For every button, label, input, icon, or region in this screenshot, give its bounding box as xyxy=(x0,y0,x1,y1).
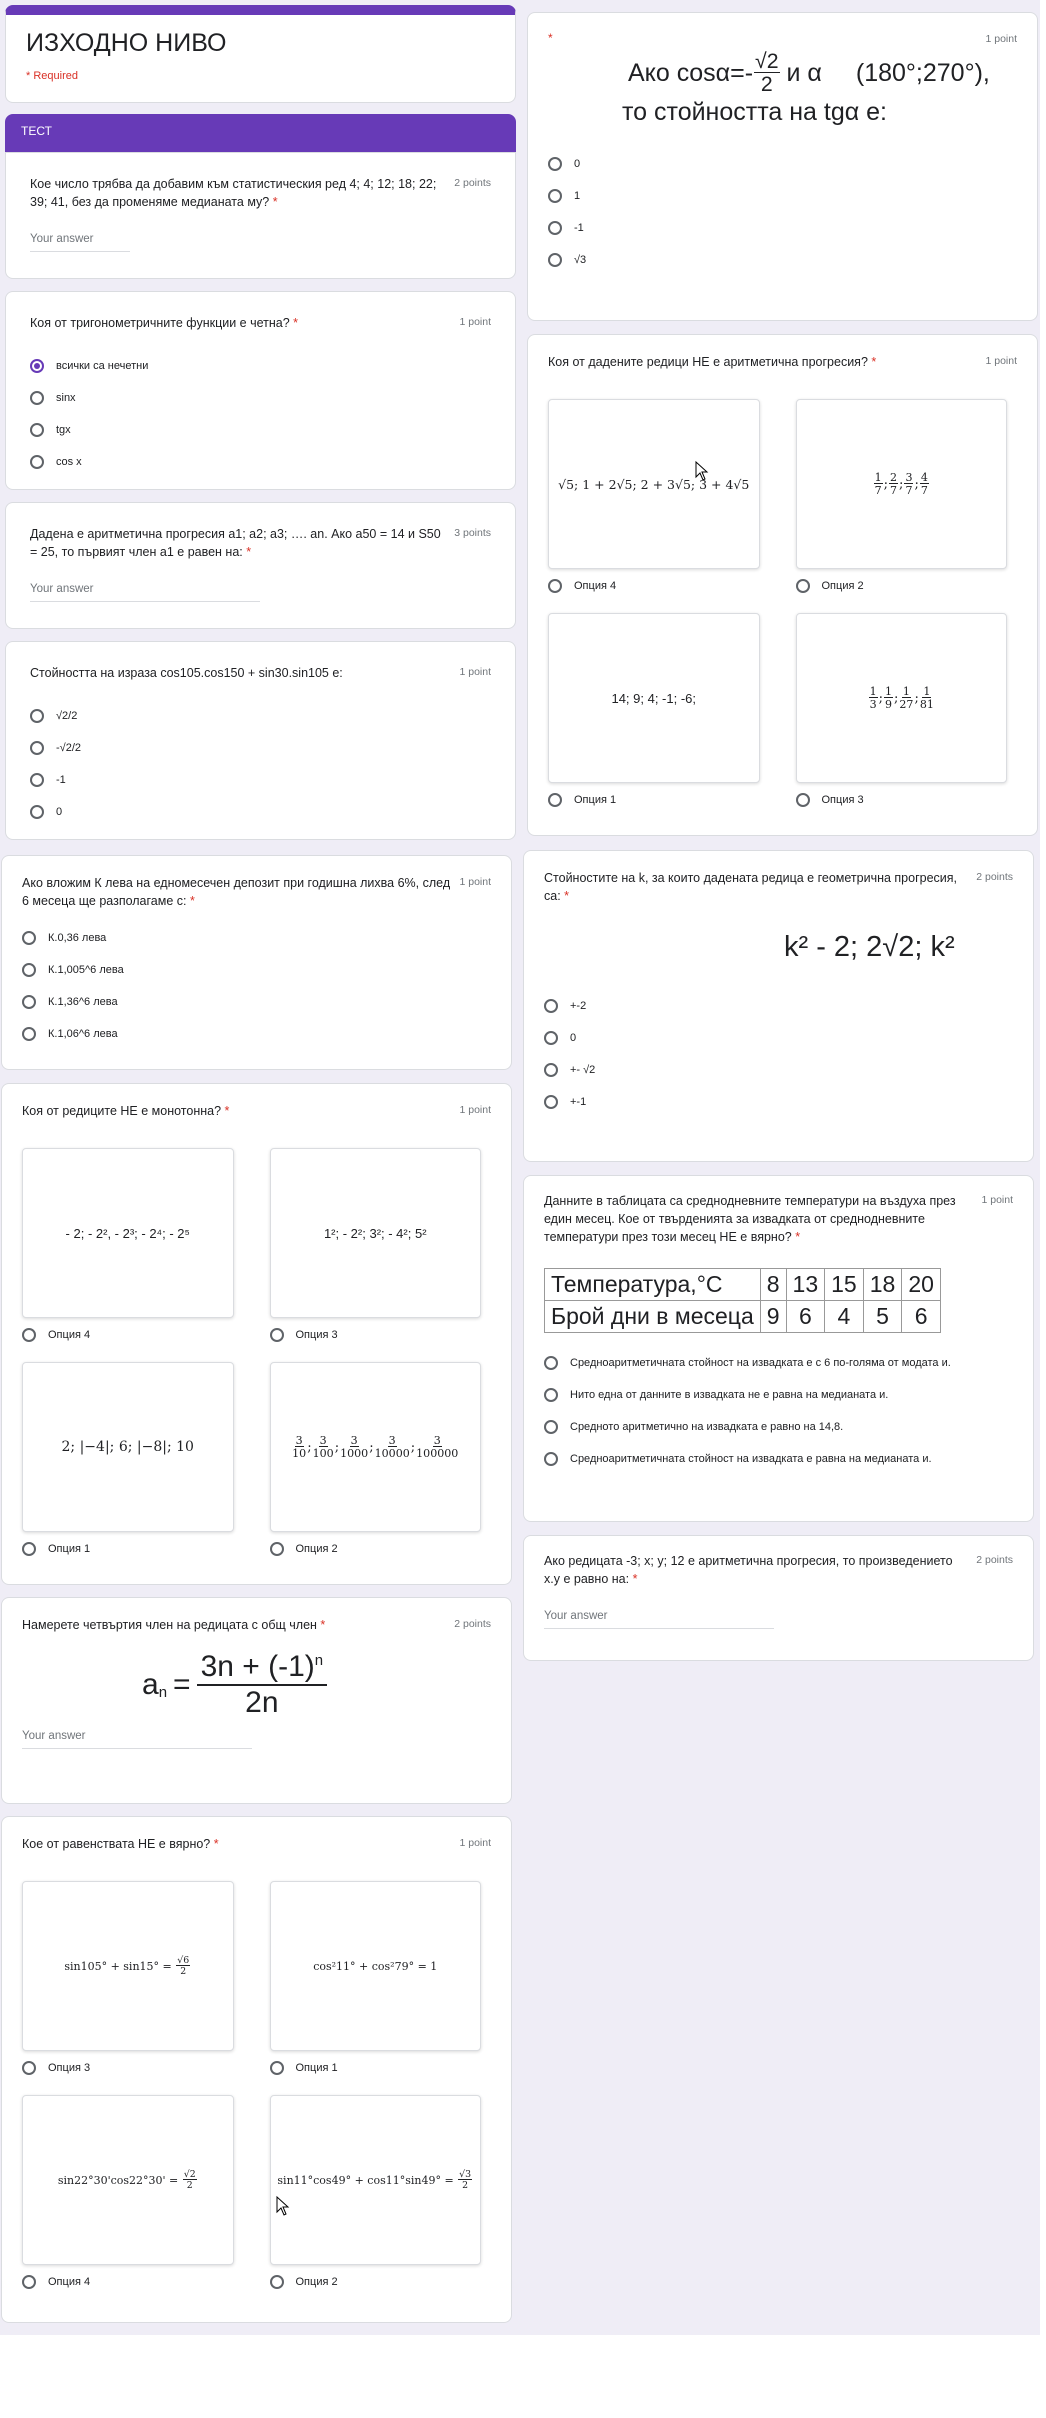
answer-input[interactable]: Your answer xyxy=(544,1610,774,1629)
question-text: Кое от равенствата НЕ е вярно? xyxy=(22,1837,211,1851)
question-card-4 xyxy=(5,641,516,840)
radio-option[interactable]: √3 xyxy=(548,244,1017,276)
question-card-10: Коя от дадените редици НЕ е аритметична прогресия? * 1 point √5; 1 + 2√5; 2 + 3√5; 3 + 4√5 Опция 4 $\frac{1}{7}$ ; $\frac{2}{7}$ ; $\frac{3}{7}$ ; $\frac{4}{7}$ Опция 2 14; 9; 4; -1; -6; Опция 1 $\frac{1}{3}$ ; $\frac{1}{9}$ ; $\frac{1}{27}$ ; $\frac{1}{81}$ Опция 3 xyxy=(527,334,1038,836)
radio-icon[interactable] xyxy=(30,709,44,723)
radio-icon[interactable] xyxy=(544,1063,558,1077)
question-card-1: Кое число трябва да добавим към статистическия ред 4; 4; 12; 18; 22; 39; 41, без да променяме медианата му? * 2 points Your answer xyxy=(5,152,516,279)
radio-icon[interactable] xyxy=(22,1027,36,1041)
radio-option[interactable]: +-2 xyxy=(544,990,1013,1022)
radio-icon[interactable] xyxy=(22,931,36,945)
radio-icon[interactable] xyxy=(544,1031,558,1045)
question-text: Стойността на израза cos105.cos150 + sin30.sin105 е: xyxy=(30,666,343,680)
radio-option[interactable]: +- √2 xyxy=(544,1054,1013,1086)
radio-icon[interactable] xyxy=(30,455,44,469)
radio-icon[interactable] xyxy=(30,741,44,755)
option-image[interactable]: $\frac{1}{7}$ ; $\frac{2}{7}$ ; $\frac{3}{7}$ ; $\frac{4}{7}$ xyxy=(796,399,1008,569)
points-label: 1 point xyxy=(985,33,1017,45)
question-card-6: Коя от редиците НЕ е монотонна? * 1 point - 2; - 2², - 2³; - 2⁴; - 2⁵ Опция 4 1²; - 2²; 3²; - 4²; 5² Опция 3 2; |−4|; 6; |−8|; 10 Опция 1 $\frac{3}{10}$ ; $\frac{3}{100}$ ; $\frac{3}{1000}$ ; $\frac{3}{10000}$ ; $\frac{3}{100000}$ Опция 2 xyxy=(1,1083,512,1585)
question-text: Дадена е аритметична прогресия a1; a2; a3; …. an. Ако a50 = 14 и S50 = 25, то първият член a1 е равен на: xyxy=(30,527,441,559)
points-label: 1 point xyxy=(459,876,491,888)
question-card-2: Коя от тригонометричните функции е четна? * 1 point всички са нечетни sinx tgx cos x xyxy=(5,291,516,490)
option-image[interactable]: 2; |−4|; 6; |−8|; 10 xyxy=(22,1362,234,1532)
image-option[interactable]: sin11°cos49° + cos11°sin49° = $\frac{√3}{2}$ Опция 2 xyxy=(270,2095,482,2289)
question-text: Коя от тригонометричните функции е четна? xyxy=(30,316,290,330)
radio-icon[interactable] xyxy=(544,1452,558,1466)
option-image[interactable]: sin11°cos49° + cos11°sin49° = $\frac{√3}{2}$ xyxy=(270,2095,482,2265)
radio-option[interactable]: Средноаритметичната стойност на извадката е с 6 по-голяма от модата и. xyxy=(544,1347,1013,1379)
points-label: 1 point xyxy=(985,355,1017,367)
image-option[interactable]: sin22°30'cos22°30' = $\frac{√2}{2}$ Опция 4 xyxy=(22,2095,234,2289)
radio-icon[interactable] xyxy=(22,2275,36,2289)
radio-option[interactable]: К.0,36 лева xyxy=(22,922,491,954)
radio-option[interactable]: √2/2 xyxy=(30,700,491,732)
question-card-8: Кое от равенствата НЕ е вярно? * 1 point sin105° + sin15° = $\frac{√6}{2}$ Опция 3 cos²11° + cos²79° = 1 Опция 1 sin22°30'cos22°30' = $\frac{√2}{2}$ Опция 4 sin11°cos49° + cos11°sin49° = $\frac{√3}{2}$ Опция 2 xyxy=(1,1816,512,2323)
option-image[interactable]: 14; 9; 4; -1; -6; xyxy=(548,613,760,783)
form-title: ИЗХОДНО НИВО xyxy=(26,29,227,57)
image-option[interactable]: $\frac{3}{10}$ ; $\frac{3}{100}$ ; $\frac{3}{1000}$ ; $\frac{3}{10000}$ ; $\frac{3}{100000}$ Опция 2 xyxy=(270,1362,482,1556)
option-image[interactable]: sin105° + sin15° = $\frac{√6}{2}$ xyxy=(22,1881,234,2051)
answer-input[interactable]: Your answer xyxy=(30,233,130,252)
radio-option[interactable]: sinx xyxy=(30,382,491,414)
radio-option[interactable]: -1 xyxy=(548,212,1017,244)
radio-icon[interactable] xyxy=(30,391,44,405)
points-label: 2 points xyxy=(454,1618,491,1630)
question-card-11: Стойностите на k, за които дадената редица е геометрична прогресия, са: * 2 points k² - 2; 2√2; k² +-2 0 +- √2 +-1 xyxy=(523,850,1034,1162)
radio-icon[interactable] xyxy=(270,1328,284,1342)
radio-option[interactable]: cos x xyxy=(30,446,491,478)
question-text: Коя от дадените редици НЕ е аритметична прогресия? xyxy=(548,355,868,369)
radio-icon[interactable] xyxy=(270,2275,284,2289)
image-option[interactable]: sin105° + sin15° = $\frac{√6}{2}$ Опция 3 xyxy=(22,1881,234,2075)
radio-option[interactable]: -1 xyxy=(30,764,491,796)
image-option[interactable]: - 2; - 2², - 2³; - 2⁴; - 2⁵ Опция 4 xyxy=(22,1148,234,1342)
question-text: Кое число трябва да добавим към статистическия ред 4; 4; 12; 18; 22; 39; 41, без да променяме медианата му? xyxy=(30,177,437,209)
formula-image: k² - 2; 2√2; k² xyxy=(784,931,955,963)
radio-icon[interactable] xyxy=(30,773,44,787)
radio-option[interactable]: tgx xyxy=(30,414,491,446)
question-text: Ако вложим К лева на едномесечен депозит при годишна лихва 6%, след 6 месеца ще разполагаме с: xyxy=(22,876,451,908)
form-header-card xyxy=(5,5,516,103)
radio-icon[interactable] xyxy=(22,995,36,1009)
answer-input[interactable]: Your answer xyxy=(22,1730,252,1749)
radio-icon[interactable] xyxy=(548,579,562,593)
section-header xyxy=(5,114,516,152)
option-image[interactable]: √5; 1 + 2√5; 2 + 3√5; 3 + 4√5 xyxy=(548,399,760,569)
radio-icon[interactable] xyxy=(22,1328,36,1342)
mouse-pointer-icon xyxy=(276,2196,290,2216)
question-card-13: Ако редицата -3; x; y; 12 е аритметична прогресия, то произведението x.y е равно на: * 2 points Your answer xyxy=(523,1535,1034,1661)
radio-option[interactable]: К.1,005^6 лева xyxy=(22,954,491,986)
formula-image: a n = $\frac{3n + (-1)^n}{2n}$ xyxy=(142,1650,491,1720)
points-label: 1 point xyxy=(981,1194,1013,1206)
question-text: Намерете четвъртия член на редицата с общ член xyxy=(22,1618,317,1632)
question-text: Ако редицата -3; x; y; 12 е аритметична прогресия, то произведението x.y е равно на: xyxy=(544,1554,953,1586)
question-card-9: * 1 point Ако cosα=- $\frac{√2}{2}$ и α (180°;270°), то стойността на tgα е: 0 1 -1 √3 xyxy=(527,12,1038,321)
radio-option[interactable]: Нито една от данните в извадката не е равна на медианата и. xyxy=(544,1379,1013,1411)
image-option[interactable]: √5; 1 + 2√5; 2 + 3√5; 3 + 4√5 Опция 4 xyxy=(548,399,760,593)
option-image[interactable]: - 2; - 2², - 2³; - 2⁴; - 2⁵ xyxy=(22,1148,234,1318)
radio-icon[interactable] xyxy=(270,1542,284,1556)
points-label: 2 points xyxy=(454,177,491,189)
image-option[interactable]: $\frac{1}{3}$ ; $\frac{1}{9}$ ; $\frac{1}{27}$ ; $\frac{1}{81}$ Опция 3 xyxy=(796,613,1008,807)
radio-option[interactable]: 1 xyxy=(548,180,1017,212)
image-option[interactable]: 2; |−4|; 6; |−8|; 10 Опция 1 xyxy=(22,1362,234,1556)
section-title: ТЕСТ xyxy=(21,124,52,138)
radio-option[interactable]: Средноаритметичната стойност на извадката е равна на медианата и. xyxy=(544,1443,1013,1475)
option-image[interactable]: cos²11° + cos²79° = 1 xyxy=(270,1881,482,2051)
question-text: Данните в таблицата са средноднeвните температури на въздуха през един месец. Кое от твърденията за извадката от средноднeвните температури през този месец НЕ е вярно? xyxy=(544,1194,956,1244)
radio-option[interactable]: всички са нечетни xyxy=(30,350,491,382)
radio-icon[interactable] xyxy=(544,1388,558,1402)
radio-icon[interactable] xyxy=(544,1420,558,1434)
radio-icon[interactable] xyxy=(796,579,810,593)
question-image: Ако cosα=- $\frac{√2}{2}$ и α (180°;270°), то стойността на tgα е: xyxy=(622,49,990,126)
radio-icon[interactable] xyxy=(22,2061,36,2075)
option-image[interactable]: sin22°30'cos22°30' = $\frac{√2}{2}$ xyxy=(22,2095,234,2265)
image-option[interactable]: $\frac{1}{7}$ ; $\frac{2}{7}$ ; $\frac{3}{7}$ ; $\frac{4}{7}$ Опция 2 xyxy=(796,399,1008,593)
radio-option[interactable]: 0 xyxy=(30,796,491,828)
radio-icon[interactable] xyxy=(796,793,810,807)
question-card-3: Дадена е аритметична прогресия a1; a2; a3; …. an. Ако a50 = 14 и S50 = 25, то първият член a1 е равен на: * 3 points Your answer xyxy=(5,502,516,629)
radio-option[interactable]: К.1,36^6 лева xyxy=(22,986,491,1018)
radio-icon[interactable] xyxy=(22,1542,36,1556)
radio-icon[interactable] xyxy=(548,221,562,235)
points-label: 1 point xyxy=(459,316,491,328)
radio-option[interactable]: -√2/2 xyxy=(30,732,491,764)
radio-icon[interactable] xyxy=(544,1095,558,1109)
question-text: Стойностите на k, за които дадената редица е геометрична прогресия, са: xyxy=(544,871,958,903)
question-card-7: Намерете четвъртия член на редицата с общ член * 2 points a n = $\frac{3n + (-1)^n}{2n}$ Your answer xyxy=(1,1597,512,1804)
radio-icon[interactable] xyxy=(544,1356,558,1370)
question-card-5: Ако вложим К лева на едномесечен депозит при годишна лихва 6%, след 6 месеца ще разполагаме с: * 1 point К.0,36 лева К.1,005^6 лева К.1,36^6 лева К.1,06^6 лева xyxy=(1,855,512,1070)
option-image[interactable]: 1²; - 2²; 3²; - 4²; 5² xyxy=(270,1148,482,1318)
option-image[interactable]: $\frac{1}{3}$ ; $\frac{1}{9}$ ; $\frac{1}{27}$ ; $\frac{1}{81}$ xyxy=(796,613,1008,783)
radio-icon[interactable] xyxy=(548,253,562,267)
points-label: 2 points xyxy=(976,1554,1013,1566)
points-label: 1 point xyxy=(459,1104,491,1116)
radio-icon[interactable] xyxy=(30,423,44,437)
image-option[interactable]: 14; 9; 4; -1; -6; Опция 1 xyxy=(548,613,760,807)
question-card-12: Данните в таблицата са средноднeвните температури на въздуха през един месец. Кое от твърденията за извадката от средноднeвните температури през този месец НЕ е вярно? * 1 point Температура,°С 8 13 15 18 20 Брой дни в месеца 9 6 4 5 6 Средноаритметичната стойност на извадката е с 6 по-голяма от модата и. Нито една от данните в извадката не е равна на медианата и. Средното аритметично на извадката е равно на 14,8. Средноаритметичната стойност на извадката е равна на медианата и. xyxy=(523,1175,1034,1522)
image-option[interactable]: cos²11° + cos²79° = 1 Опция 1 xyxy=(270,1881,482,2075)
radio-icon[interactable] xyxy=(548,189,562,203)
required-note: * Required xyxy=(26,70,78,82)
answer-input[interactable]: Your answer xyxy=(30,583,260,602)
points-label: 1 point xyxy=(459,1837,491,1849)
image-option[interactable]: 1²; - 2²; 3²; - 4²; 5² Опция 3 xyxy=(270,1148,482,1342)
radio-option[interactable]: 0 xyxy=(544,1022,1013,1054)
mouse-pointer-icon xyxy=(695,461,709,481)
temperature-table: Температура,°С 8 13 15 18 20 Брой дни в месеца 9 6 4 5 6 xyxy=(544,1268,941,1333)
radio-selected-icon[interactable] xyxy=(30,359,44,373)
radio-option[interactable]: К.1,06^6 лева xyxy=(22,1018,491,1050)
points-label: 1 point xyxy=(459,666,491,678)
radio-icon[interactable] xyxy=(270,2061,284,2075)
points-label: 3 points xyxy=(454,527,491,539)
question-text: Коя от редиците НЕ е монотонна? xyxy=(22,1104,222,1118)
radio-icon[interactable] xyxy=(22,963,36,977)
points-label: 2 points xyxy=(976,871,1013,883)
radio-option[interactable]: Средното аритметично на извадката е равно на 14,8. xyxy=(544,1411,1013,1443)
radio-icon[interactable] xyxy=(544,999,558,1013)
radio-icon[interactable] xyxy=(30,805,44,819)
radio-option[interactable]: 0 xyxy=(548,148,1017,180)
radio-icon[interactable] xyxy=(548,157,562,171)
radio-option[interactable]: +-1 xyxy=(544,1086,1013,1118)
option-image[interactable]: $\frac{3}{10}$ ; $\frac{3}{100}$ ; $\frac{3}{1000}$ ; $\frac{3}{10000}$ ; $\frac{3}{100000}$ xyxy=(270,1362,482,1532)
radio-icon[interactable] xyxy=(548,793,562,807)
